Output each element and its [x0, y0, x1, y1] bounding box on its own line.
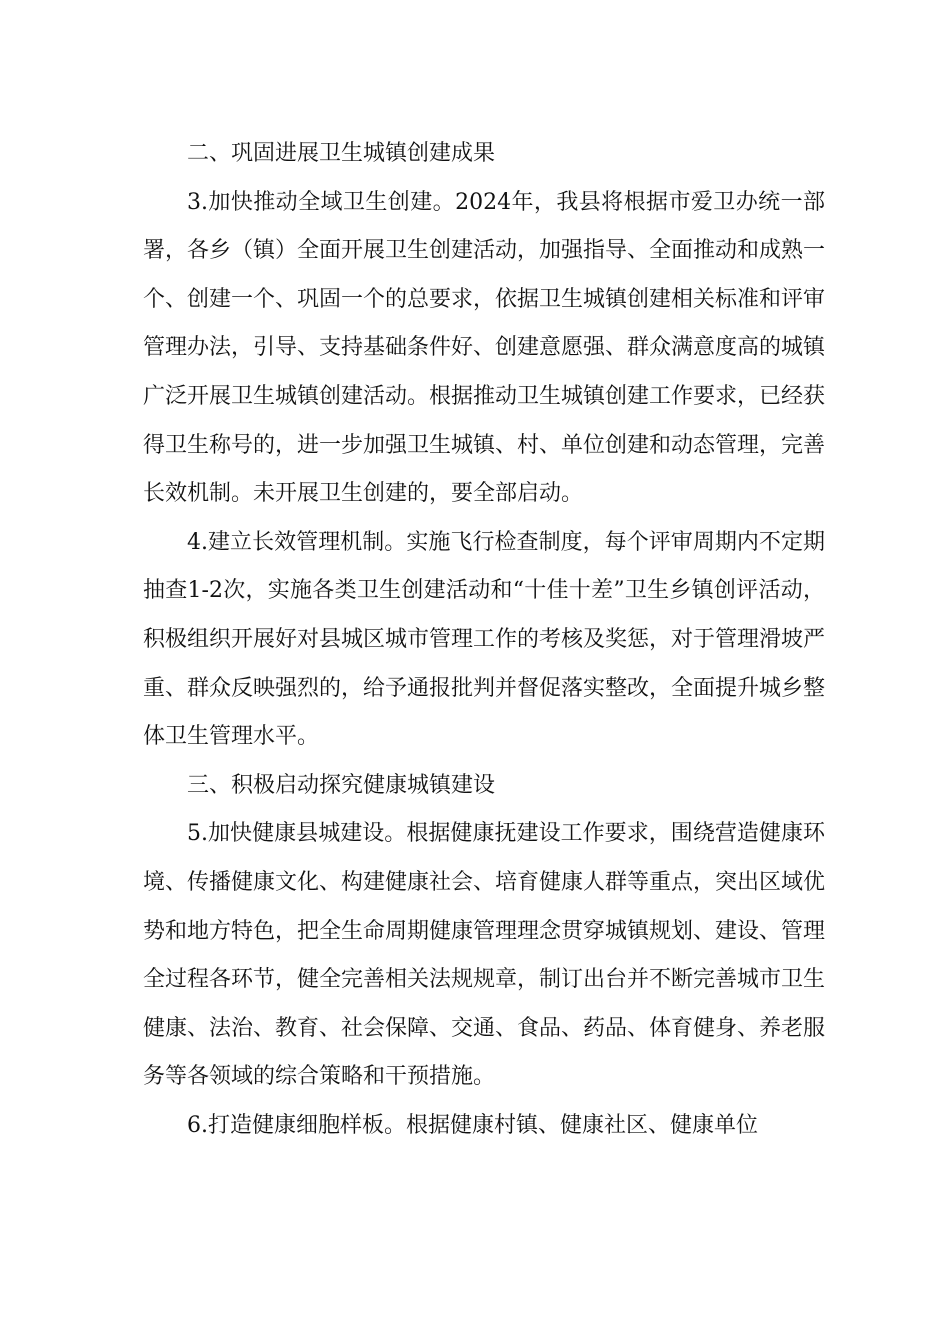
section-heading-3: 三、积极启动探究健康城镇建设 — [187, 772, 496, 798]
paragraph-6: 6.打造健康细胞样板。根据健康村镇、健康社区、健康单位 — [187, 1112, 758, 1138]
paragraph-4: 4.建立长效管理机制。实施飞行检查制度，每个评审周期内不定期抽查1-2次，实施各类卫生创建活动和“十佳十差”卫生乡镇创评活动，积极组织开展好对县城区城市管理工作的考核及奖惩，对于管理滑坡严重、群众反映强烈的，给予通报批判并督促落实整改，全面提升城乡整体卫生管理水平。 — [143, 529, 826, 750]
document-body — [143, 130, 825, 1150]
paragraph-3: 3.加快推动全域卫生创建。2024年，我县将根据市爱卫办统一部署，各乡（镇）全面开展卫生创建活动，加强指导、全面推动和成熟一个、创建一个、巩固一个的总要求，依据卫生城镇创建相关标准和评审管理办法，引导、支持基础条件好、创建意愿强、群众满意度高的城镇广泛开展卫生城镇创建活动。根据推动卫生城镇创建工作要求，已经获得卫生称号的，进一步加强卫生城镇、村、单位创建和动态管理，完善长效机制。未开展卫生创建的，要全部启动。 — [143, 189, 826, 507]
section-heading-2: 二、巩固进展卫生城镇创建成果 — [187, 141, 496, 166]
paragraph-5: 5.加快健康县城建设。根据健康抚建设工作要求，围绕营造健康环境、传播健康文化、构建健康社会、培育健康人群等重点，突出区域优势和地方特色，把全生命周期健康管理理念贯穿城镇规划、建设、管理全过程各环节，健全完善相关法规规章，制订出台并不断完善城市卫生健康、法治、教育、社会保障、交通、食品、药品、体育健身、养老服务等各领域的综合策略和干预措施。 — [143, 821, 826, 1090]
